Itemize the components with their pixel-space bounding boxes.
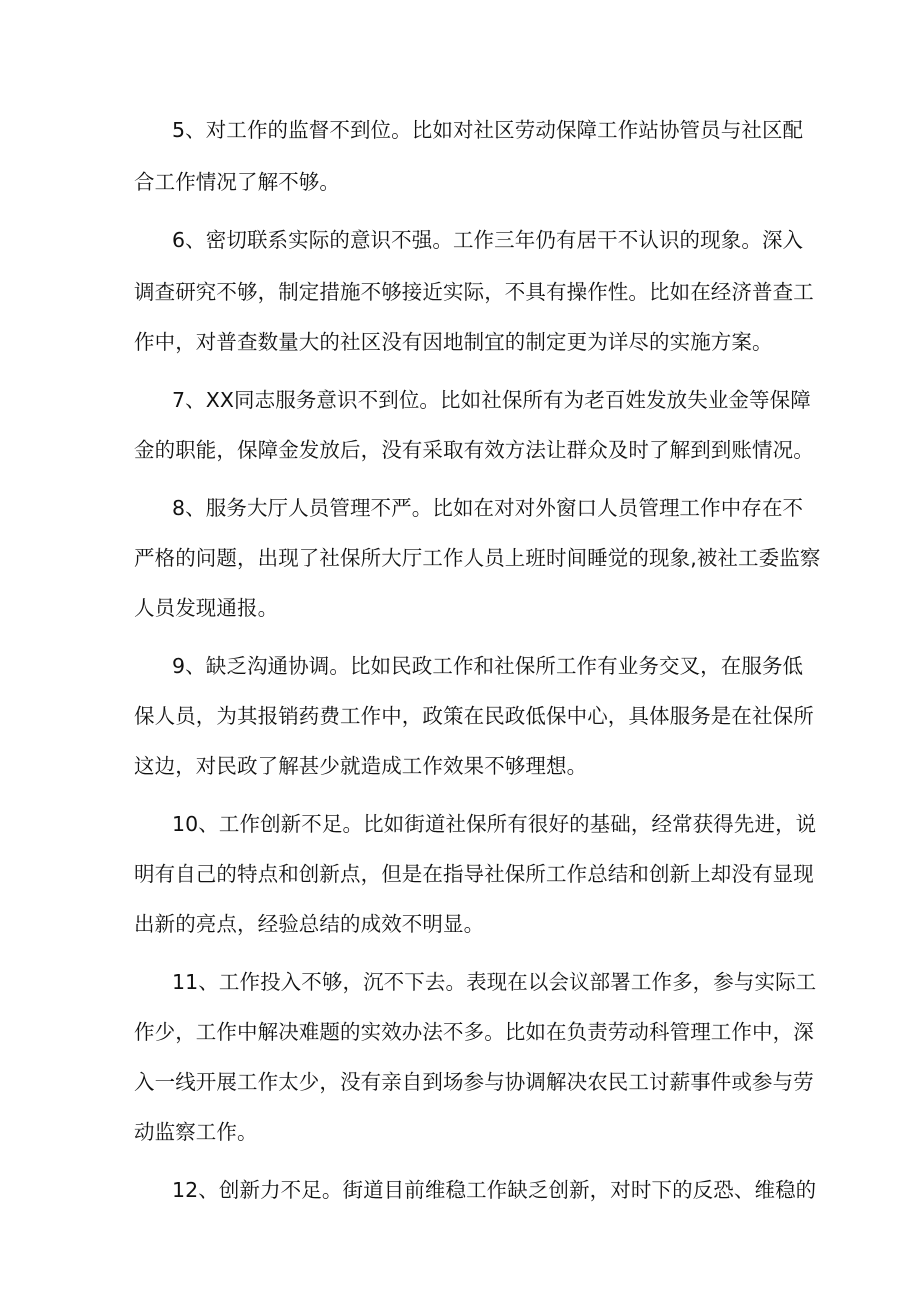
paragraph-line: 保人员，为其报销药费工作中，政策在民政低保中心，具体服务是在社保所 [134, 704, 814, 728]
paragraph-line: 这边，对民政了解甚少就造成工作效果不够理想。 [134, 754, 588, 778]
paragraph-line: 8、服务大厅人员管理不严。比如在对对外窗口人员管理工作中存在不 [172, 496, 804, 520]
paragraph-line: 严格的问题，出现了社保所大厅工作人员上班时间睡觉的现象,被社工委监察 [134, 546, 821, 570]
paragraph-line: 5、对工作的监督不到位。比如对社区劳动保障工作站协管员与社区配 [172, 118, 804, 142]
paragraph-line: 调查研究不够，制定措施不够接近实际，不具有操作性。比如在经济普查工 [134, 280, 814, 304]
paragraph-line: 入一线开展工作太少，没有亲自到场参与协调解决农民工讨薪事件或参与劳 [134, 1070, 814, 1094]
paragraph-line: 6、密切联系实际的意识不强。工作三年仍有居干不认识的现象。深入 [172, 228, 804, 252]
paragraph-line: 人员发现通报。 [134, 596, 279, 620]
paragraph-line: 明有自己的特点和创新点，但是在指导社保所工作总结和创新上却没有显现 [134, 862, 814, 886]
paragraph-line: 11、工作投入不够，沉不下去。表现在以会议部署工作多，参与实际工 [172, 970, 817, 994]
paragraph-line: 动监察工作。 [134, 1120, 258, 1144]
paragraph-line: 12、创新力不足。街道目前维稳工作缺乏创新，对时下的反恐、维稳的 [172, 1178, 817, 1202]
paragraph-line: 金的职能，保障金发放后，没有采取有效方法让群众及时了解到到账情况。 [134, 438, 814, 462]
paragraph-line: 10、工作创新不足。比如街道社保所有很好的基础，经常获得先进，说 [172, 812, 817, 836]
paragraph-line: 出新的亮点，经验总结的成效不明显。 [134, 912, 485, 936]
paragraph-line: 7、XX同志服务意识不到位。比如社保所有为老百姓发放失业金等保障 [172, 388, 811, 412]
paragraph-line: 9、缺乏沟通协调。比如民政工作和社保所工作有业务交叉，在服务低 [172, 654, 804, 678]
paragraph-line: 作中，对普查数量大的社区没有因地制宜的制定更为详尽的实施方案。 [134, 330, 773, 354]
paragraph-line: 合工作情况了解不够。 [134, 170, 340, 194]
paragraph-line: 作少，工作中解决难题的实效办法不多。比如在负责劳动科管理工作中，深 [134, 1020, 814, 1044]
